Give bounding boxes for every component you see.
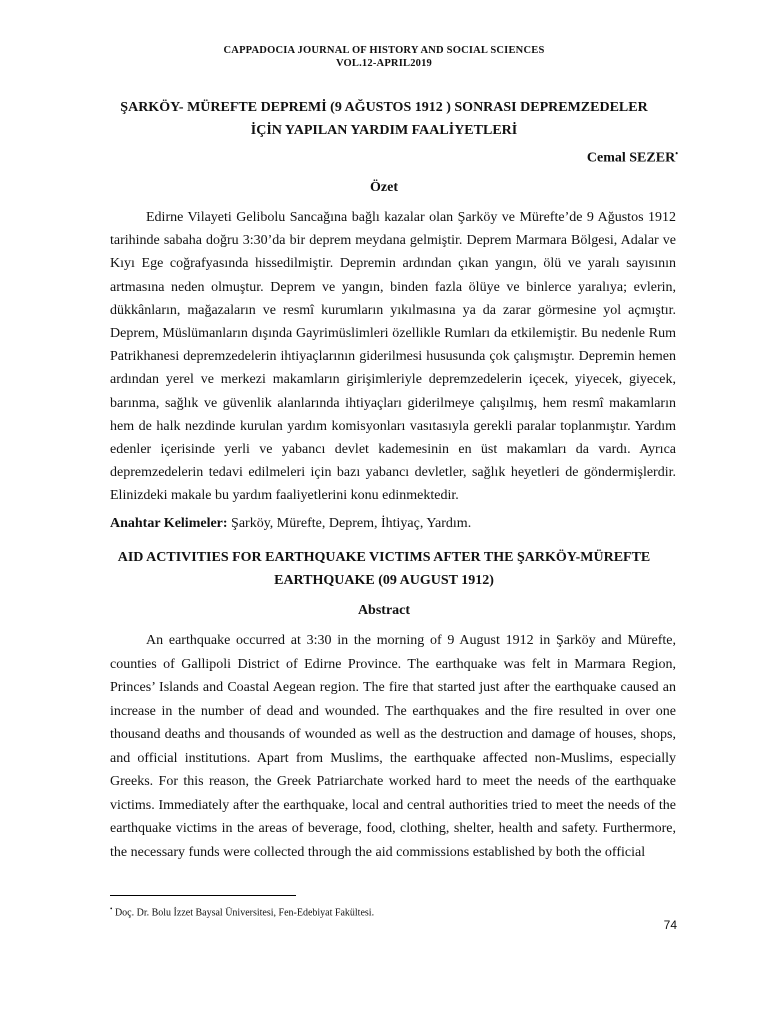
author-footnote-mark: • (675, 149, 678, 158)
author (587, 149, 678, 167)
article-title-en (100, 546, 668, 592)
keywords (110, 516, 676, 532)
footnote-divider (110, 895, 296, 896)
keywords-label: Anahtar Kelimeler: (110, 516, 228, 531)
journal-name: CAPPADOCIA JOURNAL OF HISTORY AND SOCIAL SCIENCES (223, 45, 545, 56)
title-tr-line-2: İÇİN YAPILAN YARDIM FAALİYETLERİ (250, 123, 518, 138)
title-en-line-2: EARTHQUAKE (09 AUGUST 1912) (274, 573, 494, 588)
journal-volume: VOL.12-APRIL2019 (335, 58, 433, 69)
article-title-tr (90, 96, 678, 142)
journal-header (0, 44, 768, 70)
ozet-heading: Özet (370, 180, 398, 195)
keywords-text: Şarköy, Mürefte, Deprem, İhtiyaç, Yardım. (227, 516, 472, 531)
footnote-text: Doç. Dr. Bolu İzzet Baysal Üniversitesi, Fen-Edebiyat Fakültesi. (112, 907, 375, 919)
page-number: 74 (663, 918, 677, 932)
abstract-paragraph: An earthquake occurred at 3:30 in the morning of 9 August 1912 in Şarköy and Mürefte, counties of Gallipoli District of Edirne Province. The earthquake was felt in Marmara Region, Princes’ Islands and Coastal Aegean region. The fire that started just after the earthquake caused an increase in the number of dead and wounded. The earthquakes and the fire resulted in over one thousand deaths and thousands of wounded as well as the destruction and damage of houses, shops, and official institutions. Apart from Muslims, the earthquake affected non-Muslims, especially Greeks. For this reason, the Greek Patriarchate worked hard to meet the needs of the earthquake victims. Immediately after the earthquake, local and central authorities tried to meet the needs of the earthquake victims in the areas of beverage, food, clothing, shelter, health and safety. Furthermore, the necessary funds were collected through the aid commissions established by both the official (110, 633, 676, 860)
title-tr-line-1: ŞARKÖY- MÜREFTE DEPREMİ (9 AĞUSTOS 1912 ) SONRASI DEPREMZEDELER (120, 100, 648, 115)
footnote-mark: • (110, 905, 113, 913)
title-en-line-1: AID ACTIVITIES FOR EARTHQUAKE VICTIMS AFTER THE ŞARKÖY-MÜREFTE (117, 550, 651, 565)
footnote (110, 905, 374, 918)
author-name: Cemal SEZER (586, 150, 676, 166)
ozet-paragraph: Edirne Vilayeti Gelibolu Sancağına bağlı kazalar olan Şarköy ve Mürefte’de 9 Ağustos 1912 tarihinde sabaha doğru 3:30’da bir deprem meydana gelmiştir. Deprem Marmara Bölgesi, Adalar ve Kıyı Ege coğrafyasında hissedilmiştir. Depremin ardından çıkan yangın, ölü ve yaralı sayısının artmasına neden olmuştur. Deprem ve yangın, binden fazla ölüye ve binlerce yaralıya; evlerin, dükkânların, mağazaların ve resmî kurumların yıkılmasına ya da zarar görmesine yol açmıştır. Deprem, Müslümanların dışında Gayrimüslimleri özellikle Rumları da etkilemiştir. Bu nedenle Rum Patrikhanesi depremzedelerin ihtiyaçlarının giderilmesi hususunda çok çalışmıştır. Depremin hemen ardından yerel ve merkezi makamların girişimleriyle depremzedelerin içecek, yiyecek, giyecek, barınma, sağlık ve güvenlik alanlarında ihtiyaçları giderilmeye çalışılmış, hem resmî makamların hem de halk nezdinde kurulan yardım komisyonları vasıtasıyla gerekli paralar toplanmıştır. Yardım edenler içerisinde yerli ve yabancı devlet kademesinin en üst makamları da vardı. Ayrıca depremzedelerin tedavi edilmeleri için bazı yabancı devletler, sağlık heyetleri de göndermişlerdir. Elinizdeki makale bu yardım faaliyetlerini konu edinmektedir. (110, 210, 676, 504)
abstract-heading: Abstract (357, 603, 411, 618)
